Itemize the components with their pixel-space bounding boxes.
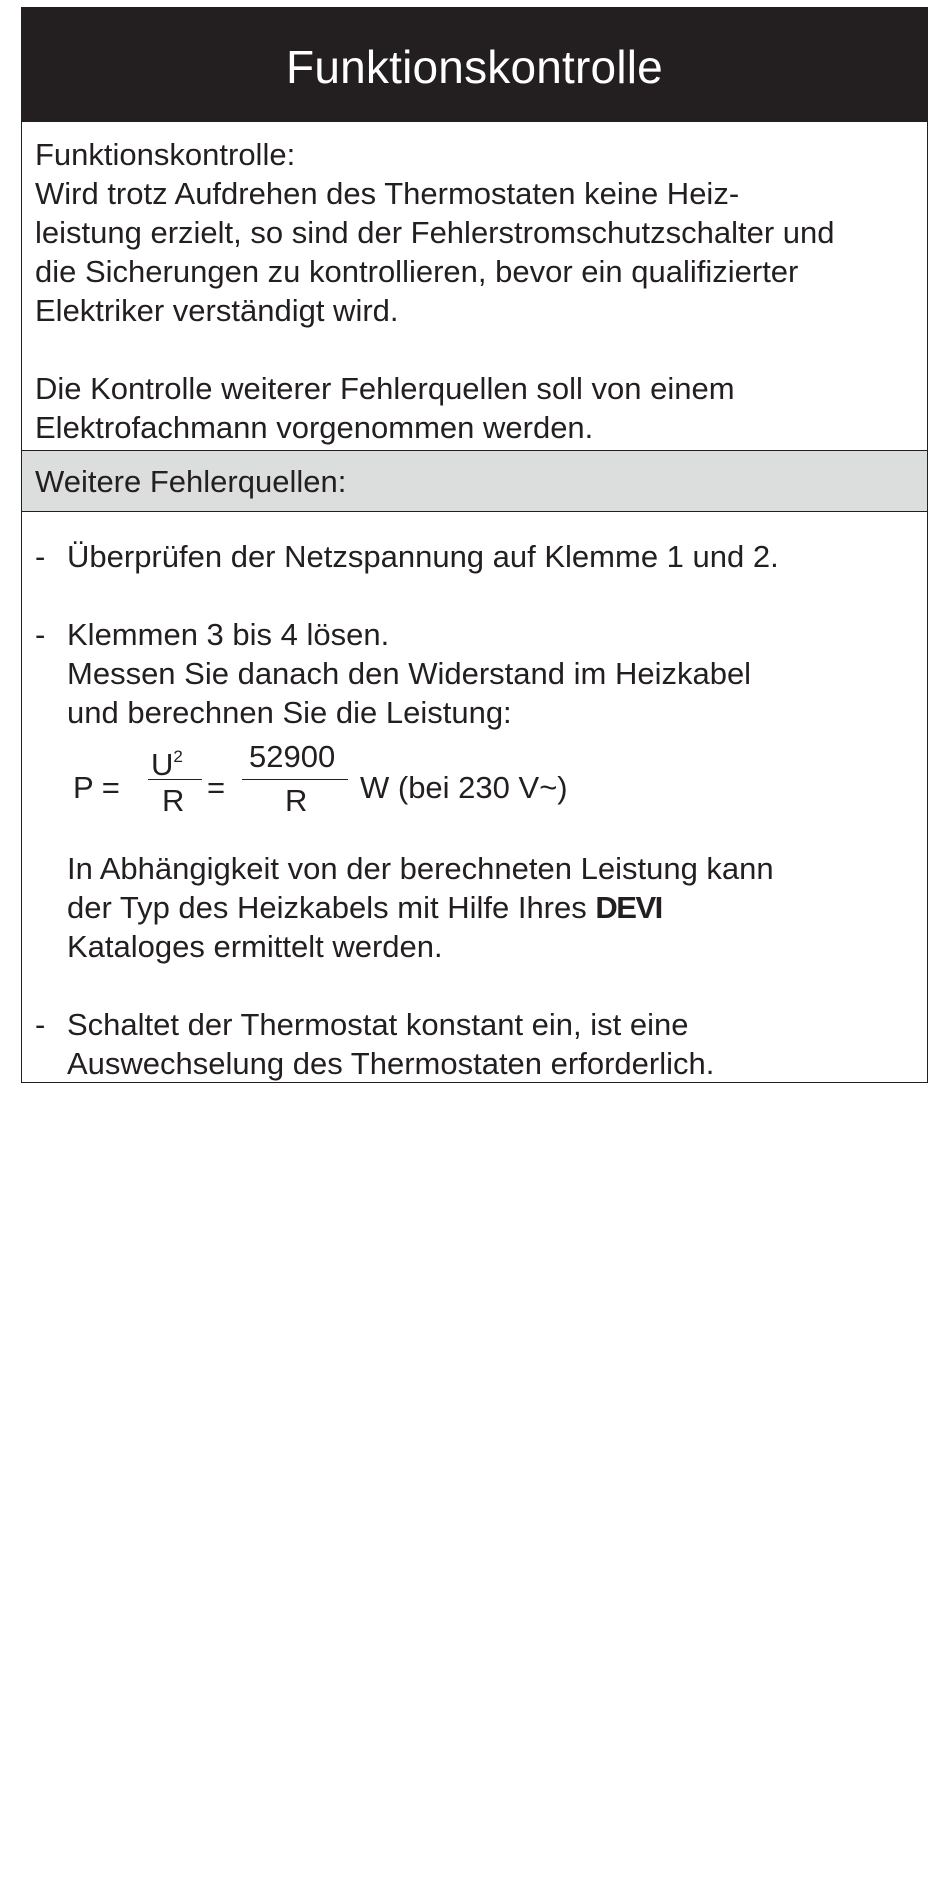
list-item-text: und berechnen Sie die Leistung: [67,695,512,730]
list-item-text: In Abhängigkeit von der berechneten Leistung kann [67,851,774,886]
bullet-dash: - [35,1007,46,1042]
list-item-text: Auswechselung des Thermostaten erforderlich. [67,1046,715,1081]
list-item-text: Kataloges ermittelt werden. [67,929,443,964]
list-item-text: Messen Sie danach den Widerstand im Heizkabel [67,656,752,691]
intro-text-line: Elektriker verständigt wird. [35,293,399,328]
intro-text-line: Elektrofachmann vorgenommen werden. [35,410,594,445]
list-item-text: der Typ des Heizkabels mit Hilfe Ihres DEVI [67,890,662,925]
list-item: Überprüfen der Netzspannung auf Klemme 1 und 2. [67,539,779,574]
formula-tail: W (bei 230 V~) [360,770,568,805]
bullet-dash: - [35,539,46,574]
formula-denominator-r: R [285,783,308,818]
formula-numerator-u: $U^2$ [151,747,183,782]
power-formula [52,739,612,833]
intro-text-line: die Sicherungen zu kontrollieren, bevor ein qualifizierter [35,254,799,289]
list-item: Schaltet der Thermostat konstant ein, ist eine [67,1007,689,1042]
list-item: Klemmen 3 bis 4 lösen. [67,617,390,652]
fraction-bar [242,779,348,780]
intro-text-line: leistung erzielt, so sind der Fehlerstromschutzschalter und [35,215,835,250]
formula-equals: = [207,770,226,805]
brand-name: DEVI [595,890,662,925]
panel-title: Funktionskontrolle [22,8,927,122]
formula-lhs: P = [73,770,120,805]
fraction-bar [148,779,202,780]
formula-denominator-r: R [162,783,185,818]
intro-heading: Funktionskontrolle: [35,137,296,172]
bullet-dash: - [35,617,46,652]
intro-text-line: Die Kontrolle weiterer Fehlerquellen soll von einem [35,371,735,406]
formula-numerator-value: 52900 [249,739,336,774]
info-panel [21,7,928,1083]
section-header [22,450,927,512]
intro-text-line: Wird trotz Aufdrehen des Thermostaten keine Heiz- [35,176,740,211]
section-label: Weitere Fehlerquellen: [35,464,347,499]
